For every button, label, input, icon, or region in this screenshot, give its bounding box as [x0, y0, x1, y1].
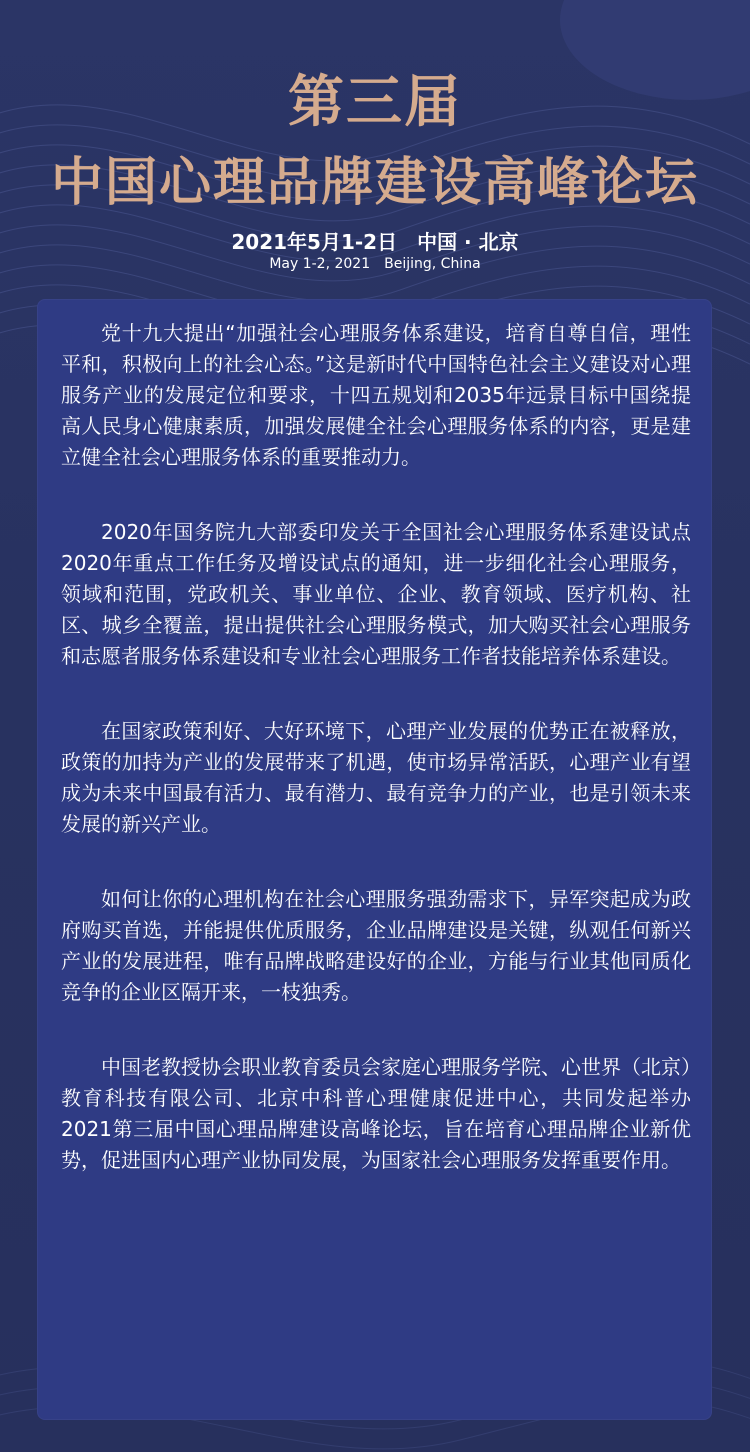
- paragraph-industry-opportunity: 在国家政策利好、大好环境下，心理产业发展的优势正在被释放，政策的加持为产业的发展带来了机遇，使市场异常活跃，心理产业有望成为未来中国最有活力、最有潜力、最有竞争力的产业，也是引领未来发展的新兴产业。: [61, 719, 691, 836]
- page-title-edition: 第三届: [288, 70, 462, 135]
- paragraph-policy: 党十九大提出“加强社会心理服务体系建设，培育自尊自信，理性平和，积极向上的社会心态。”这是新时代中国特色社会主义建设对心理服务产业的发展定位和要求，十四五规划和2035年远景目标中国绕提高人民身心健康素质，加强发展健全社会心理服务体系的内容，更是建立健全社会心理服务体系的重要推动力。: [61, 321, 691, 469]
- article-body: [61, 318, 691, 1220]
- paragraph-brand-building: 如何让你的心理机构在社会心理服务强劲需求下，异军突起成为政府购买首选，并能提供优质服务，企业品牌建设是关键，纵观任何新兴产业的发展进程，唯有品牌战略建设好的企业，方能与行业其他同质化竞争的企业区隔开来，一枝独秀。: [61, 887, 691, 1004]
- page-title: 中国心理品牌建设高峰论坛: [50, 153, 699, 213]
- paragraph-pilot-notice: 2020年国务院九大部委印发关于全国社会心理服务体系建设试点2020年重点工作任务及增设试点的通知，进一步细化社会心理服务，领域和范围，党政机关、事业单位、企业、教育领域、医疗机构、社区、城乡全覆盖，提出提供社会心理服务模式，加大购买社会心理服务和志愿者服务体系建设和专业社会心理服务工作者技能培养体系建设。: [61, 520, 691, 668]
- event-date-english: May 1-2, 2021 Beijing, China: [269, 256, 481, 272]
- header: [0, 70, 750, 274]
- event-date-chinese: 2021年5月1-2日 中国 · 北京: [231, 230, 519, 254]
- paragraph-organizers: 中国老教授协会职业教育委员会家庭心理服务学院、心世界（北京）教育科技有限公司、北京中科普心理健康促进中心，共同发起举办2021第三届中国心理品牌建设高峰论坛，旨在培育心理品牌企业新优势，促进国内心理产业协同发展，为国家社会心理服务发挥重要作用。: [61, 1055, 691, 1172]
